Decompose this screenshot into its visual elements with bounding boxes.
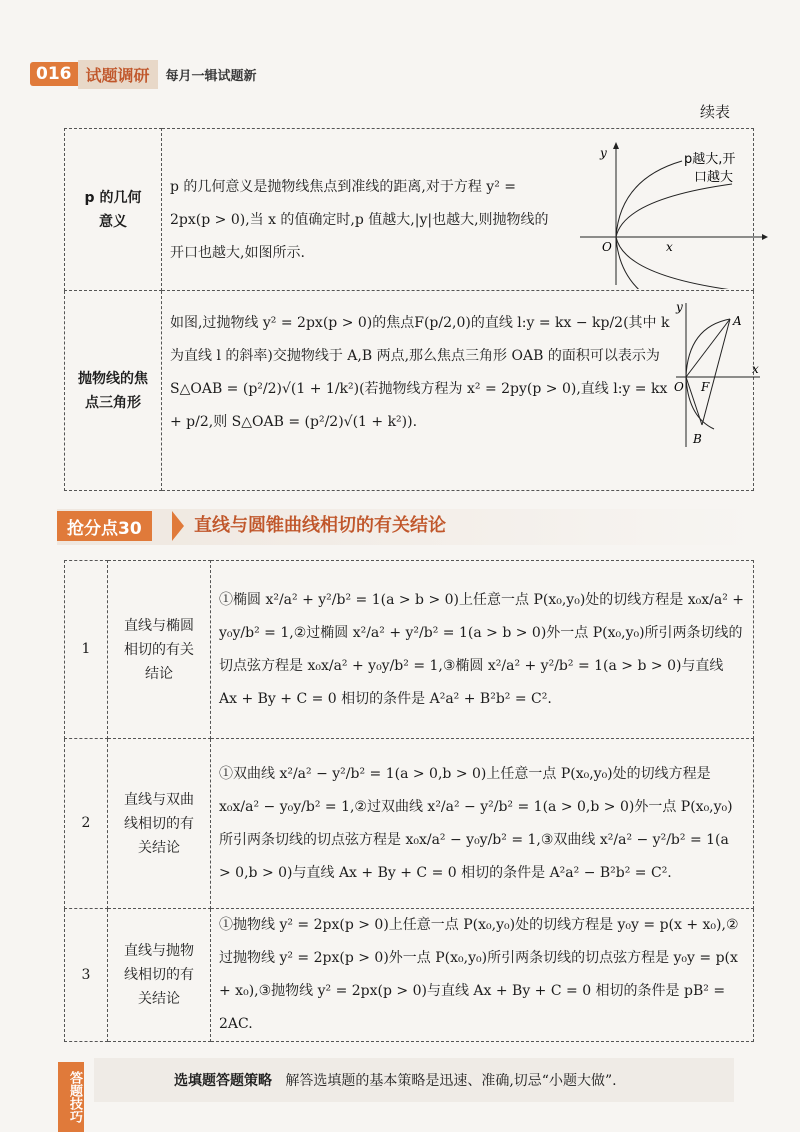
row-text: ①椭圆 x²/a² + y²/b² = 1(a > b > 0)上任意一点 P(x₀,y₀)处的切线方程是 x₀x/a² + y₀y/b² = 1,②过椭圆 x²/a² + y²/b² = 1(a > b > 0)外一点 P(x₀,y₀)所引两条切线的切点弦方程是 x₀x/a² + y₀y/b² = 1,③椭圆 x²/a² + y²/b² = 1(a > b > 0)与直线 Ax + By + C = 0 相切的条件是 A²a² + B²b² = C². [211,561,754,739]
parabola-table [64,128,759,491]
axis-y-label: y [676,300,683,314]
axis-y-label: y [600,146,607,160]
row-number: 3 [65,909,108,1042]
header-subtitle: 每月一辑试题新 [165,68,257,84]
origin-label: O [602,240,612,254]
section-badge: 抢分点30 [57,511,152,541]
row-text: ①双曲线 x²/a² − y²/b² = 1(a > 0,b > 0)上任意一点 P(x₀,y₀)处的切线方程是 x₀x/a² − y₀y/b² = 1,②过双曲线 x²/a² − y²/b² = 1(a > 0,b > 0)外一点 P(x₀,y₀)所引两条切线的切点弦方程是 x₀x/a² − y₀y/b² = 1,③双曲线 x²/a² − y²/b² = 1(a > 0,b > 0)与直线 Ax + By + C = 0 相切的条件是 A²a² − B²b² = C². [211,739,754,909]
row-number: 1 [65,561,108,739]
parabola-width-figure [572,139,772,289]
continued-label: 续表 [699,103,730,121]
focus-label: F [701,380,710,394]
point-b-label: B [693,432,702,446]
point-a-label: A [733,314,742,328]
row-number: 2 [65,739,108,909]
badge-arrow [172,511,184,541]
row-label: 直线与双曲 线相切的有 关结论 [108,739,211,909]
axis-x-label: x [752,362,759,376]
row-label: 直线与椭圆 相切的有关 结论 [108,561,211,739]
footer-tip [174,1070,617,1090]
row-label: 抛物线的焦 点三角形 [65,291,162,491]
axis-x-label: x [666,240,673,254]
row-text: ①抛物线 y² = 2px(p > 0)上任意一点 P(x₀,y₀)处的切线方程是 y₀y = p(x + x₀),②过抛物线 y² = 2px(p > 0)外一点 P(x₀,y₀)所引两条切线的切点弦方程是 y₀y = p(x + x₀),③抛物线 y² = 2px(p > 0)与直线 Ax + By + C = 0 相切的条件是 pB² = 2AC. [211,909,754,1042]
row-label: p 的几何 意义 [65,129,162,291]
section-title: 直线与圆锥曲线相切的有关结论 [194,515,446,536]
page-header [30,60,257,88]
figure-note: p越大,开 [684,152,736,167]
table-row [65,909,754,1042]
figure-note: 口越大 [694,170,734,185]
row-label: 直线与抛物 线相切的有 关结论 [108,909,211,1042]
table-row [65,561,754,739]
table-row [65,129,754,291]
row-text: p 的几何意义是抛物线焦点到准线的距离,对于方程 y² = 2px(p > 0),当 x 的值确定时,p 值越大,|y|也越大,则抛物线的开口也越大,如图所示. [170,179,549,261]
side-tab: 答题技巧 [58,1062,84,1132]
footer-text: 解答选填题的基本策略是迅速、准确,切忌“小题大做”. [285,1073,617,1089]
row-text: 如图,过抛物线 y² = 2px(p > 0)的焦点F(p/2,0)的直线 l:y = kx − kp/2(其中 k 为直线 l 的斜率)交抛物线于 A,B 两点,那么焦点三角形 OAB 的面积可以表示为 S△OAB = (p²/2)√(1 + 1/k²)(若抛物线方程为 x² = 2py(p > 0),直线 l:y = kx + p/2,则 S△OAB = (p²/2)√(1 + k²)). [170,315,670,430]
table-row [65,291,754,491]
footer-title: 选填题答题策略 [174,1073,272,1089]
origin-label: O [674,380,684,394]
tangent-table [64,560,754,1042]
page-number: 016 [30,62,78,86]
section-tag: 试题调研 [78,60,158,89]
focal-triangle-figure [674,297,764,487]
table-row [65,739,754,909]
